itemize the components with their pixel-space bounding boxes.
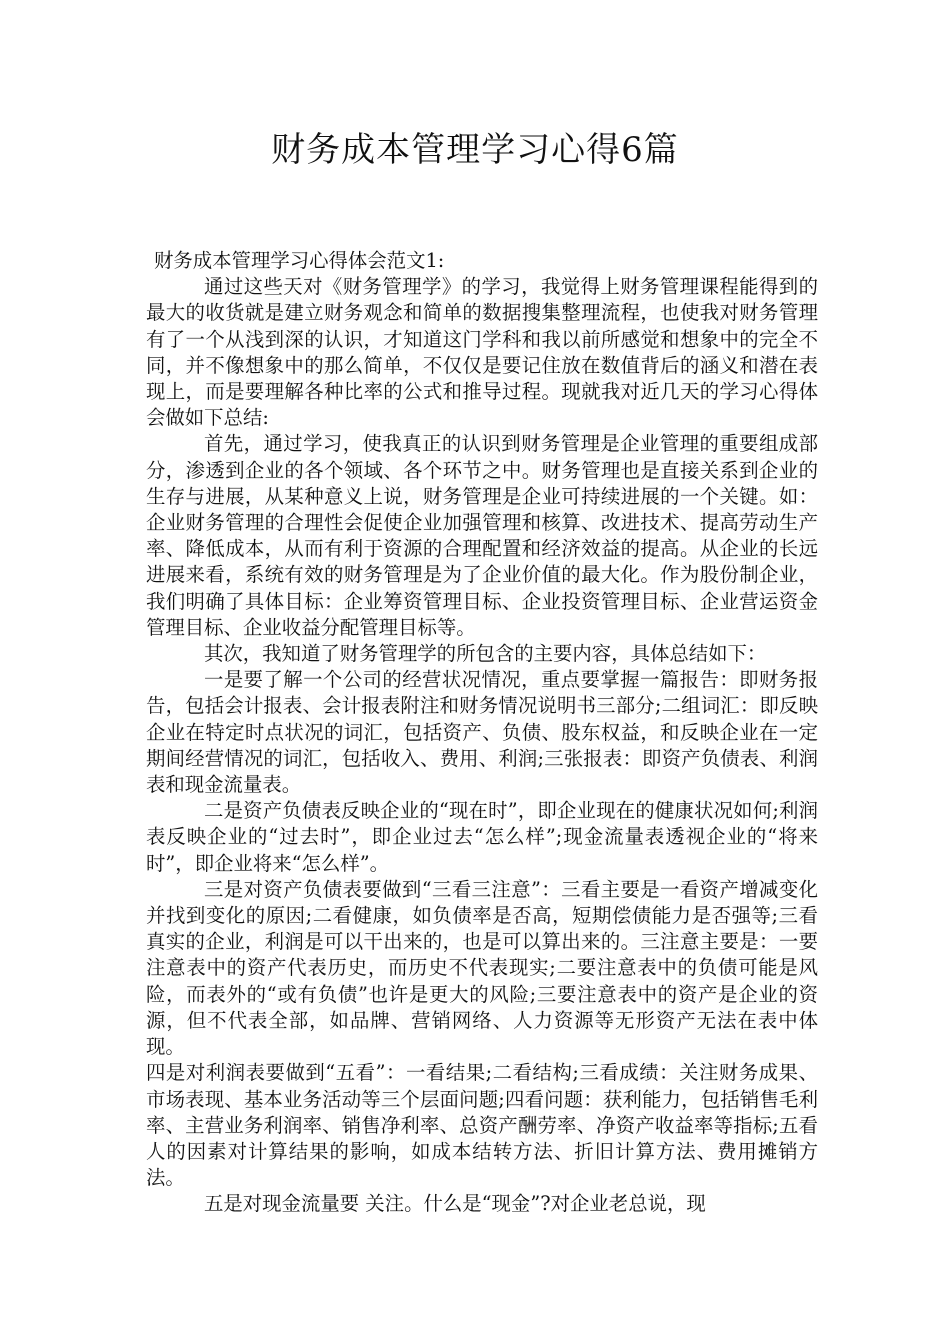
paragraph-point-five: 五是对现金流量要 关注。什么是“现金”?对企业老总说，现 — [204, 1192, 706, 1216]
paragraph-intro: 通过这些天对《财务管理学》的学习，我觉得上财务管理课程能得到的最大的收货就是建立财务观念和简单的数据搜集整理流程，也使我对财务管理有了一个从浅到深的认识，才知道这门学科和我以前所感觉和想象中的完全不同，并不像想象中的那么简单，不仅仅是要记住放在数值背后的涵义和潜在表现上，而是要理解各种比率的公式和推导过程。现就我对近几天的学习心得体会做如下总结: — [146, 275, 818, 430]
paragraph-point-one: 一是要了解一个公司的经营状况情况，重点要掌握一篇报告：即财务报告，包括会计报表、会计报表附注和财务情况说明书三部分;二组词汇：即反映企业在特定时点状况的词汇，包括资产、负债、股东权益，和反映企业在一定期间经营情况的词汇，包括收入、费用、利润;三张报表：即资产负债表、利润表和现金流量表。 — [146, 668, 818, 797]
document-body — [146, 248, 818, 1218]
paragraph-point-two: 二是资产负债表反映企业的“现在时”，即企业现在的健康状况如何;利润表反映企业的“过去时”，即企业过去“怎么样”;现金流量表透视企业的“将来时”，即企业将来“怎么样”。 — [146, 799, 818, 875]
paragraph-point-three: 三是对资产负债表要做到“三看三注意”：三看主要是一看资产增减变化并找到变化的原因;二看健康，如负债率是否高，短期偿债能力是否强等;三看真实的企业，利润是可以干出来的，也是可以算出来的。三注意主要是：一要注意表中的资产代表历史，而历史不代表现实;二要注意表中的负债可能是风险，而表外的“或有负债”也许是更大的风险;三要注意表中的资产是企业的资源，但不代表全部，如品牌、营销网络、人力资源等无形资产无法在表中体现。 — [146, 877, 818, 1059]
paragraph-point-four: 四是对利润表要做到“五看”：一看结果;二看结构;三看成绩：关注财务成果、市场表现、基本业务活动等三个层面问题;四看问题：获利能力，包括销售毛利率、主营业务利润率、销售净利率、总资产酬劳率、净资产收益率等指标;五看人的因素对计算结果的影响，如成本结转方法、折旧计算方法、费用摊销方法。 — [146, 1061, 818, 1190]
section-subheading: 财务成本管理学习心得体会范文1: — [154, 249, 445, 272]
paragraph-first: 首先，通过学习，使我真正的认识到财务管理是企业管理的重要组成部分，渗透到企业的各个领域、各个环节之中。财务管理也是直接关系到企业的生存与进展，从某种意义上说，财务管理是企业可持续进展的一个关键。如：企业财务管理的合理性会促使企业加强管理和核算、改进技术、提高劳动生产率、降低成本，从而有利于资源的合理配置和经济效益的提高。从企业的长远进展来看，系统有效的财务管理是为了企业价值的最大化。作为股份制企业，我们明确了具体目标：企业筹资管理目标、企业投资管理目标、企业营运资金管理目标、企业收益分配管理目标等。 — [146, 432, 818, 639]
document-title: 财务成本管理学习心得6篇 — [271, 130, 679, 170]
paragraph-second: 其次，我知道了财务管理学的所包含的主要内容，具体总结如下： — [204, 642, 767, 666]
